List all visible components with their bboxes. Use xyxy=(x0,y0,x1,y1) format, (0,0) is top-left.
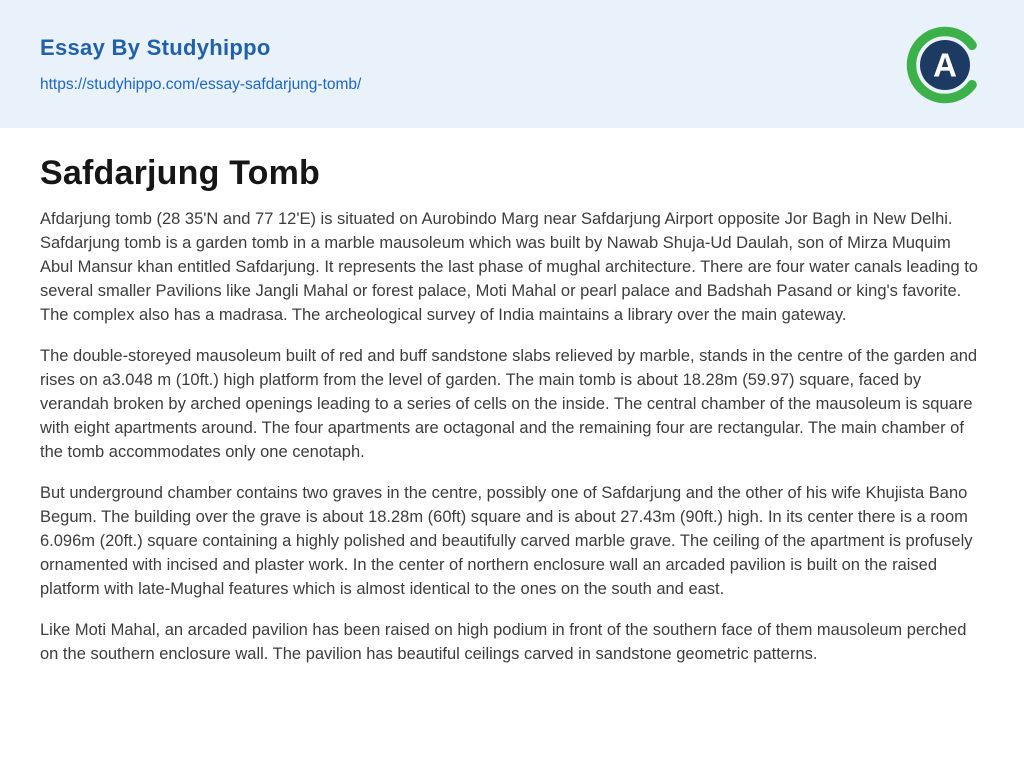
essay-paragraph: Afdarjung tomb (28 35'N and 77 12'E) is situated on Aurobindo Marg near Safdarjung Airport opposite Jor Bagh in New Delhi. Safdarjung tomb is a garden tomb in a marble mausoleum which was built by Nawab Shuja-Ud Daulah, son of Mirza Muquim Abul Mansur khan entitled Safdarjung. It represents the last phase of mughal architecture. There are four water canals leading to several smaller Pavilions like Jangli Mahal or forest palace, Moti Mahal or pearl palace and Badshah Pasand or king's favorite. The complex also has a madrasa. The archeological survey of India maintains a library over the main gateway. xyxy=(40,210,978,324)
page-header xyxy=(0,0,1024,128)
essay-paragraph: But underground chamber contains two graves in the centre, possibly one of Safdarjung and the other of his wife Khujista Bano Begum. The building over the grave is about 18.28m (60ft) square and is about 27.43m (90ft.) high. In its center there is a room 6.096m (20ft.) square containing a highly polished and beautifully carved marble grave. The ceiling of the apartment is profusely ornamented with incised and plaster work. In the center of northern enclosure wall an arcaded pavilion is built on the raised platform with late-Mughal features which is almost identical to the ones on the south and east. xyxy=(40,484,973,598)
site-title: Essay By Studyhippo xyxy=(40,34,271,60)
essay-content xyxy=(0,128,1024,666)
essay-paragraph: The double-storeyed mausoleum built of red and buff sandstone slabs relieved by marble, stands in the centre of the garden and rises on a3.048 m (10ft.) high platform from the level of garden. The main tomb is about 18.28m (59.97) square, faced by verandah broken by arched openings leading to a series of cells on the inside. The central chamber of the mausoleum is square with eight apartments around. The four apartments are octagonal and the remaining four are rectangular. The main chamber of the tomb accommodates only one cenotaph. xyxy=(40,347,978,461)
essay-url-link[interactable]: https://studyhippo.com/essay-safdarjung-tomb/ xyxy=(40,75,362,93)
page-title: Safdarjung Tomb xyxy=(40,154,321,192)
studyhippo-logo-icon xyxy=(906,26,984,104)
header-text-block xyxy=(40,35,361,94)
essay-paragraph: Like Moti Mahal, an arcaded pavilion has been raised on high podium in front of the southern face of them mausoleum perched on the southern enclosure wall. The pavilion has beautiful ceilings carved in sandstone geometric patterns. xyxy=(40,621,967,663)
studyhippo-logo xyxy=(906,26,984,104)
logo-letter: A xyxy=(933,46,957,84)
